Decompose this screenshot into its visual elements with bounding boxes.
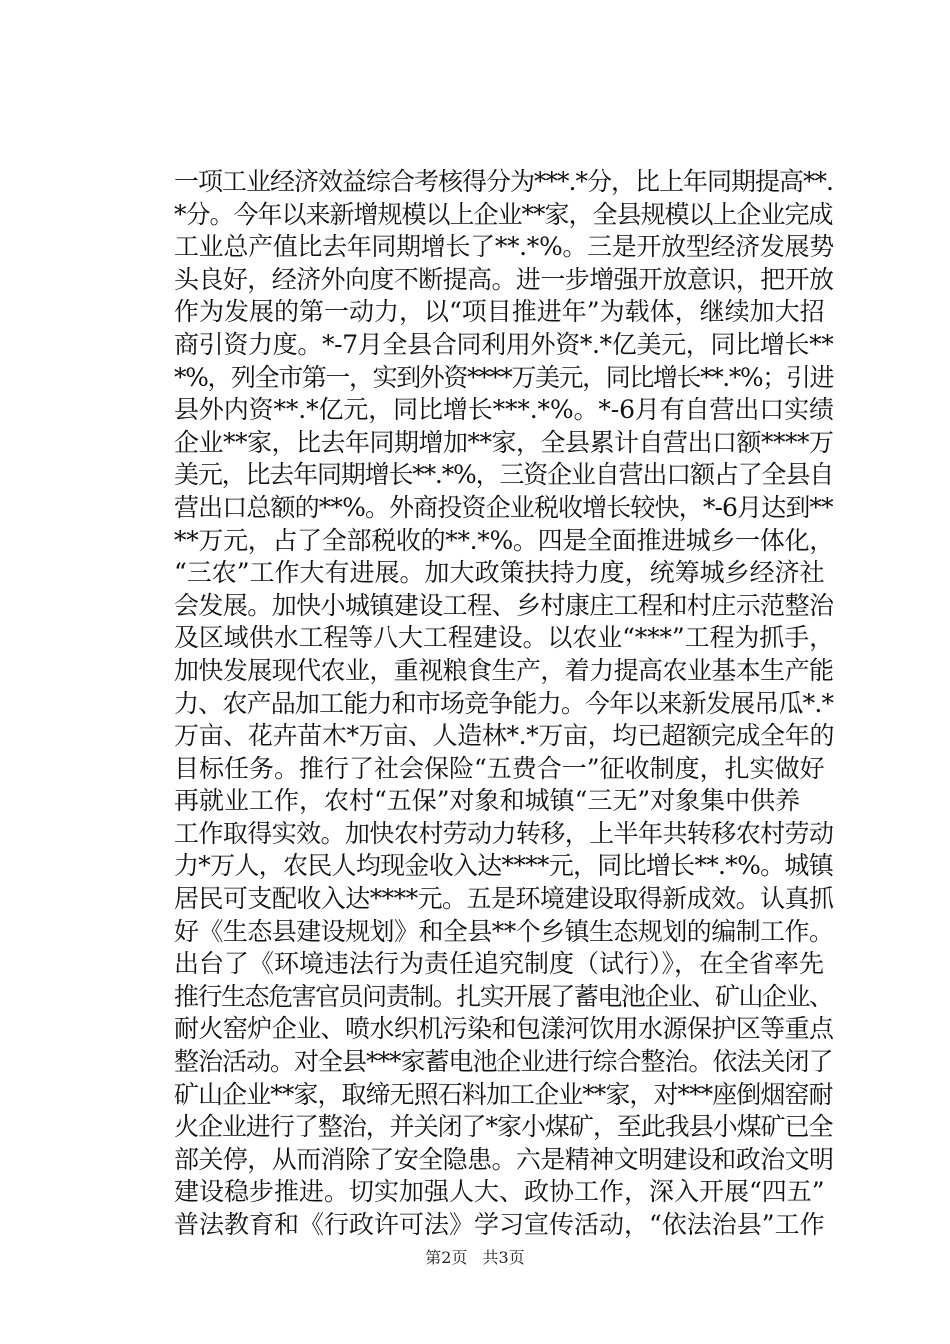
text-line: 美元，比去年同期增长**.*%，三资企业自营出口额占了全县自 [174,460,834,490]
text-line: 会发展。加快小城镇建设工程、乡村康庄工程和村庄示范整治 [174,590,834,620]
text-line: 县外内资**.*亿元，同比增长***.*%。*-6月有自营出口实绩 [174,395,834,425]
text-line: **万元，占了全部税收的**.*%。四是全面推进城乡一体化， [174,525,834,555]
text-line: 整治活动。对全县***家蓄电池企业进行综合整治。依法关闭了 [174,1047,833,1077]
text-line: 一项工业经济效益综合考核得分为***.*分，比上年同期提高**. [174,167,833,196]
page-footer [0,1248,950,1268]
text-line: 部关停，从而消除了安全隐患。六是精神文明建设和政治文明 [174,1144,834,1174]
text-line: 及区域供水工程等八大工程建设。以农业“***”工程为抓手， [174,623,834,653]
text-line: 商引资力度。*-7月全县合同利用外资*.*亿美元，同比增长** [174,329,834,359]
text-line: 作为发展的第一动力，以“项目推进年”为载体，继续加大招 [174,297,825,327]
text-line: 矿山企业**家，取缔无照石料加工企业**家，对***座倒烟窑耐 [174,1079,833,1109]
text-line: 好《生态县建设规划》和全县**个乡镇生态规划的编制工作。 [174,916,834,946]
text-line: 工业总产值比去年同期增长了**.*%。三是开放型经济发展势 [174,232,834,262]
text-line: 工作取得实效。加快农村劳动力转移，上半年共转移农村劳动 [174,818,834,848]
text-line: 建设稳步推进。切实加强人大、政协工作，深入开展“四五” [174,1177,825,1207]
text-line: *%，列全市第一，实到外资****万美元，同比增长**.*%；引进 [174,362,834,392]
text-line: 再就业工作，农村“五保”对象和城镇“三无”对象集中供养 [174,786,801,816]
text-line: 加快发展现代农业，重视粮食生产，着力提高农业基本生产能 [174,655,834,685]
text-line: 出台了《环境违法行为责任追究制度（试行）》，在全省率先 [174,949,825,979]
body-text [174,166,834,1242]
text-line: 营出口总额的**%。外商投资企业税收增长较快，*-6月达到** [174,492,833,522]
text-line: 力、农产品加工能力和市场竞争能力。今年以来新发展吊瓜*.* [174,688,834,718]
page-number: 第2页 [425,1248,468,1267]
text-line: 企业**家，比去年同期增加**家，全县累计自营出口额****万 [174,427,834,457]
text-line: 力*万人，农民人均现金收入达****元，同比增长**.*%。城镇 [174,851,833,881]
text-line: 目标任务。推行了社会保险“五费合一”征收制度，扎实做好 [174,753,825,783]
text-line: 普法教育和《行政许可法》学习宣传活动，“依法治县”工作 [174,1210,825,1239]
text-line: 居民可支配收入达****元。五是环境建设取得新成效。认真抓 [174,884,834,914]
text-line: *分。今年以来新增规模以上企业**家，全县规模以上企业完成 [174,199,833,229]
text-line: 万亩、花卉苗木*万亩、人造林*.*万亩，均已超额完成全年的 [174,721,835,751]
text-line: 火企业进行了整治，并关闭了*家小煤矿，至此我县小煤矿已全 [174,1112,833,1142]
text-line: “三农”工作大有进展。加大政策扶持力度，统筹城乡经济社 [174,558,825,588]
text-line: 耐火窑炉企业、喷水织机污染和包漾河饮用水源保护区等重点 [174,1014,834,1044]
page-total: 共3页 [482,1248,525,1267]
text-line: 头良好，经济外向度不断提高。进一步增强开放意识，把开放 [174,264,834,294]
text-line: 推行生态危害官员问责制。扎实开展了蓄电池企业、矿山企业、 [174,981,833,1011]
